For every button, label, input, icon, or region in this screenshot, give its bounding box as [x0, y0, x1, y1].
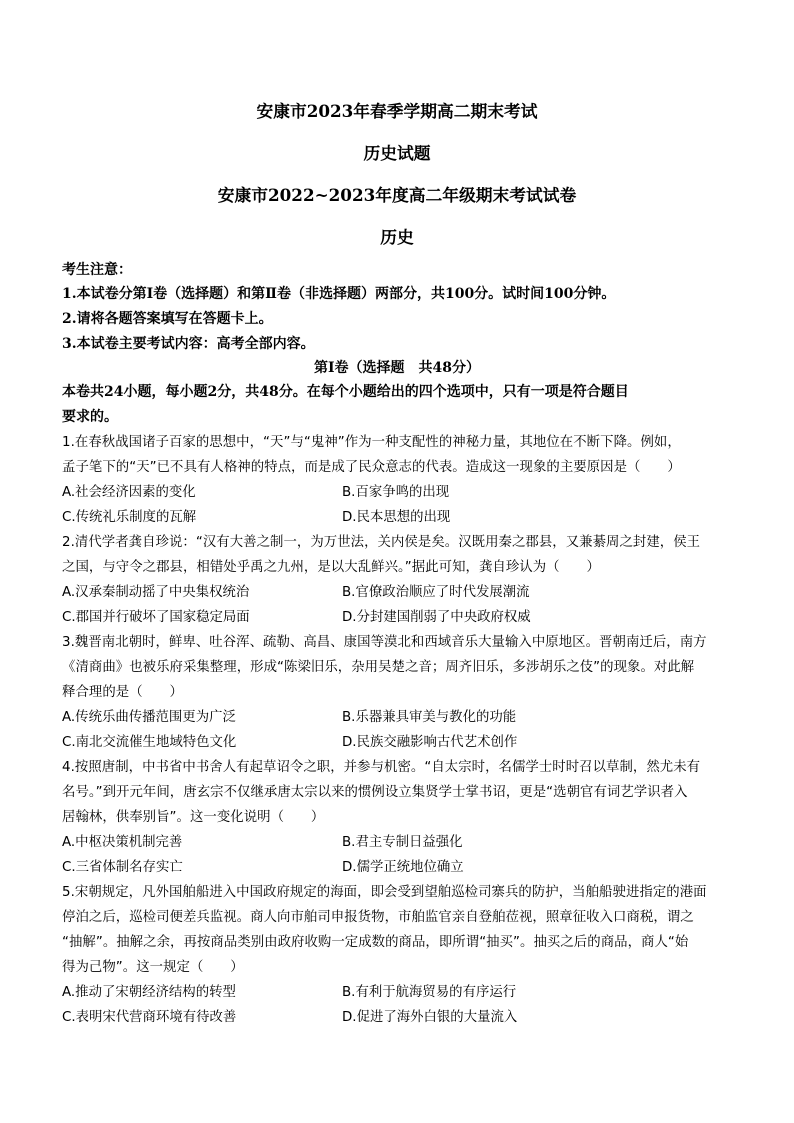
question-text: 停泊之后，巡检司便差兵监视。商人向市舶司申报货物，市舶监官亲自登舶莅视，照章征收入口商税，谓之	[62, 910, 694, 925]
section-title: 第Ⅰ卷（选择题 共48分）	[313, 360, 481, 376]
question-text: 之国，与守令之郡县，相错处乎禹之九州，是以大乱鲜兴。”据此可知，龚自珍认为（ ）	[62, 560, 600, 575]
section-intro: 要求的。	[62, 409, 118, 425]
option-c: C.表明宋代营商环境有待改善	[62, 1010, 237, 1025]
question-text: 3.魏晋南北朝时，鲜卑、吐谷浑、疏勒、高昌、康国等漠北和西域音乐大量输入中原地区。晋朝南迁后，南方	[62, 635, 707, 650]
exam-paper-title: 安康市2022~2023年度高二年级期末考试试卷	[217, 185, 577, 205]
option-c: C.传统礼乐制度的瓦解	[62, 510, 197, 525]
option-d: D.分封建国削弱了中央政府权威	[342, 610, 531, 625]
option-b: B.有利于航海贸易的有序运行	[342, 985, 517, 1000]
option-b: B.君主专制日益强化	[342, 835, 463, 850]
option-b: B.乐器兼具审美与教化的功能	[342, 710, 517, 725]
option-a: A.传统乐曲传播范围更为广泛	[62, 710, 236, 725]
option-c: C.郡国并行破坏了国家稳定局面	[62, 610, 250, 625]
question-text: 5.宋朝规定，凡外国舶船进入中国政府规定的海面，即会受到望舶巡检司寨兵的防护，当舶船驶进指定的港面	[62, 885, 707, 900]
exam-title: 安康市2023年春季学期高二期末考试	[256, 101, 538, 121]
question-text: 1.在春秋战国诸子百家的思想中，“天”与“鬼神”作为一种支配性的神秘力量，其地位在不断下降。例如，	[62, 435, 681, 450]
question-text: 居翰林，供奉别旨”。这一变化说明（ ）	[62, 810, 325, 825]
question-text: 《清商曲》也被乐府采集整理，形成“陈梁旧乐，杂用吴楚之音；周齐旧乐，多涉胡乐之伎”的现象。对此解	[62, 660, 695, 675]
option-d: D.民本思想的出现	[342, 510, 451, 525]
option-b: B.官僚政治顺应了时代发展潮流	[342, 585, 530, 600]
question-text: “抽解”。抽解之余，再按商品类别由政府收购一定成数的商品，即所谓“抽买”。抽买之后的商品，商人“始	[62, 935, 689, 950]
notice-item: 2.请将各题答案填写在答题卡上。	[62, 311, 273, 327]
question-text: 名号。”到开元年间，唐玄宗不仅继承唐太宗以来的惯例设立集贤学士掌书诏，更是“选朝官有词艺学识者入	[62, 785, 688, 800]
option-c: C.南北交流催生地域特色文化	[62, 735, 237, 750]
question-text: 4.按照唐制，中书省中书舍人有起草诏令之职，并参与机密。“自太宗时，名儒学士时时召以草制，然尤未有	[62, 760, 701, 775]
notice-heading: 考生注意：	[62, 262, 132, 278]
question-text: 得为己物”。这一规定（ ）	[62, 960, 244, 975]
option-a: A.中枢决策机制完善	[62, 835, 183, 850]
question-text: 孟子笔下的“天”已不具有人格神的特点，而是成了民众意志的代表。造成这一现象的主要原因是（ ）	[62, 460, 681, 475]
option-a: A.社会经济因素的变化	[62, 485, 196, 500]
section-intro: 本卷共24小题，每小题2分，共48分。在每个小题给出的四个选项中，只有一项是符合题目	[62, 384, 629, 400]
notice-item: 1.本试卷分第Ⅰ卷（选择题）和第Ⅱ卷（非选择题）两部分，共100分。试时间100分钟。	[62, 286, 616, 302]
option-b: B.百家争鸣的出现	[342, 485, 450, 500]
question-text: 2.清代学者龚自珍说：“汉有大善之制一，为万世法，关内侯是矣。汉既用秦之郡县，又兼綦周之封建，侯王	[62, 535, 701, 550]
option-d: D.民族交融影响古代艺术创作	[342, 735, 518, 750]
subject-subtitle: 历史	[380, 227, 414, 247]
subject-title: 历史试题	[363, 143, 431, 163]
option-a: A.推动了宋朝经济结构的转型	[62, 985, 236, 1000]
option-d: D.儒学正统地位确立	[342, 860, 464, 875]
option-c: C.三省体制名存实亡	[62, 860, 183, 875]
option-d: D.促进了海外白银的大量流入	[342, 1010, 518, 1025]
notice-item: 3.本试卷主要考试内容：高考全部内容。	[62, 336, 315, 352]
question-text: 释合理的是（ ）	[62, 685, 183, 700]
option-a: A.汉承秦制动摇了中央集权统治	[62, 585, 250, 600]
